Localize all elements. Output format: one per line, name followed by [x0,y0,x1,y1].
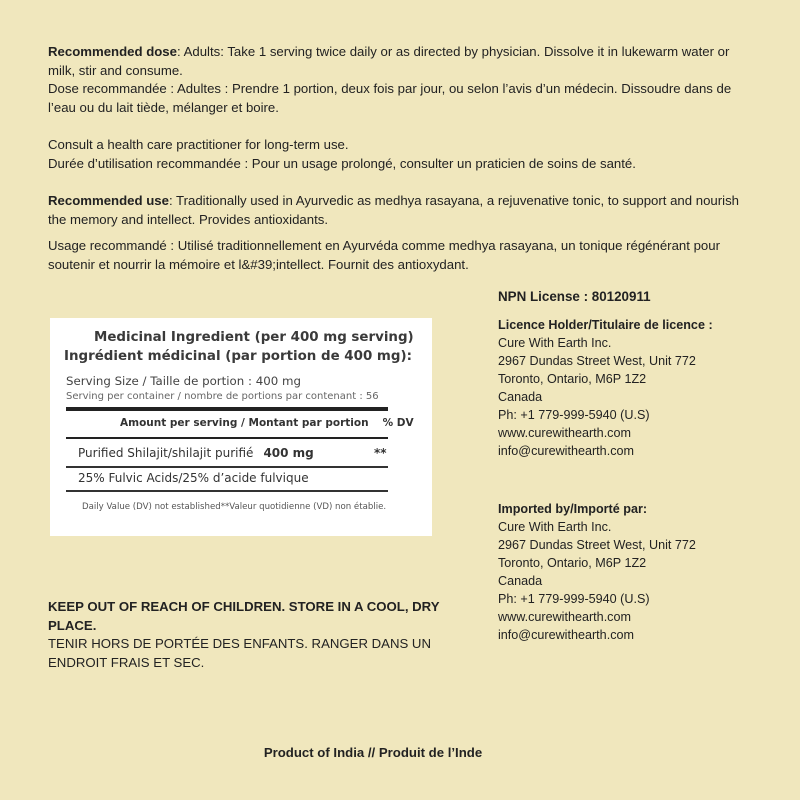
dose-english [48,43,748,80]
ingredient-row [78,446,314,460]
dose-french: Dose recommandée : Adultes : Prendre 1 portion, deux fois par jour, ou selon l’avis d’un médecin. Dissoudre dans de l’eau ou du lait tiède, mélanger et boire. [48,81,732,115]
panel-divider-bottom [66,490,388,492]
panel-heading-french: Ingrédient médicinal (par portion de 400 mg): [64,349,412,364]
sub-ingredient: 25% Fulvic Acids/25% d’acide fulvique [78,471,309,485]
importer-phone: Ph: +1 779-999-5940 (U.S) [498,592,650,606]
holder-phone: Ph: +1 779-999-5940 (U.S) [498,408,650,422]
recommended-dose-section [48,43,748,117]
holder-city: Toronto, Ontario, M6P 1Z2 [498,372,647,386]
importer-website: www.curewithearth.com [498,610,631,624]
duration-french: Durée d’utilisation recommandée : Pour un usage prolongé, consulter un praticien de soins de santé. [48,155,636,171]
importer-street: 2967 Dundas Street West, Unit 772 [498,538,696,552]
holder-street: 2967 Dundas Street West, Unit 772 [498,354,696,368]
importer-country: Canada [498,574,543,588]
importer-name: Cure With Earth Inc. [498,520,612,534]
holder-name: Cure With Earth Inc. [498,336,612,350]
duration-english: Consult a health care practitioner for long-term use. [48,137,349,152]
ingredient-amount: 400 mg [263,446,314,460]
use-label: Recommended use [48,193,169,208]
storage-warning [48,598,458,672]
product-origin: Product of India // Produit de l’Inde [263,745,483,760]
amount-header-row [120,417,414,429]
ingredient-dv: ** [374,446,387,460]
importer-city: Toronto, Ontario, M6P 1Z2 [498,556,647,570]
holder-label: Licence Holder/Titulaire de licence : [498,318,713,332]
ingredient-name: Purified Shilajit/shilajit purifié [78,446,254,460]
use-french: Usage recommandé : Utilisé traditionnellement en Ayurvéda comme medhya rasayana, un tonique régénérant pour soutenir et nourrir la mémoire et l&#39;intellect. Fournit des antioxydant. [48,238,720,272]
panel-heading-english: Medicinal Ingredient (per 400 mg serving) [94,330,414,345]
importer-label: Imported by/Importé par: [498,502,648,516]
importer-email: info@curewithearth.com [498,628,634,642]
dv-header: % DV [382,417,414,429]
panel-divider-medium [66,437,388,439]
dose-text: : Adults: Take 1 serving twice daily or as directed by physician. Dissolve it in lukewarm water or milk, stir and consume. [48,44,730,78]
ingredient-panel [50,318,432,536]
warning-french: TENIR HORS DE PORTÉE DES ENFANTS. RANGER DANS UN ENDROIT FRAIS ET SEC. [48,636,431,670]
warning-english: KEEP OUT OF REACH OF CHILDREN. STORE IN A COOL, DRY PLACE. [48,599,440,633]
holder-website: www.curewithearth.com [498,426,631,440]
amount-header: Amount per serving / Montant par portion [120,417,369,429]
licence-holder-block [498,316,713,460]
panel-footnote: Daily Value (DV) not established**Valeur quotidienne (VD) non établie. [82,502,387,512]
dose-label: Recommended dose [48,44,177,59]
holder-email: info@curewithearth.com [498,444,634,458]
duration-section [48,136,748,173]
holder-country: Canada [498,390,543,404]
recommended-use-section [48,192,748,229]
importer-block [498,500,696,644]
panel-divider-thick [66,407,388,411]
serving-size: Serving Size / Taille de portion : 400 mg [66,374,301,388]
npn-license: NPN License : 80120911 [498,289,651,304]
use-text: : Traditionally used in Ayurvedic as medhya rasayana, a rejuvenative tonic, to support and nourish the memory and intellect. Provides antioxidants. [48,193,740,227]
panel-divider-row [66,466,388,468]
servings-per-container: Serving per container / nombre de portions par contenant : 56 [66,391,379,402]
